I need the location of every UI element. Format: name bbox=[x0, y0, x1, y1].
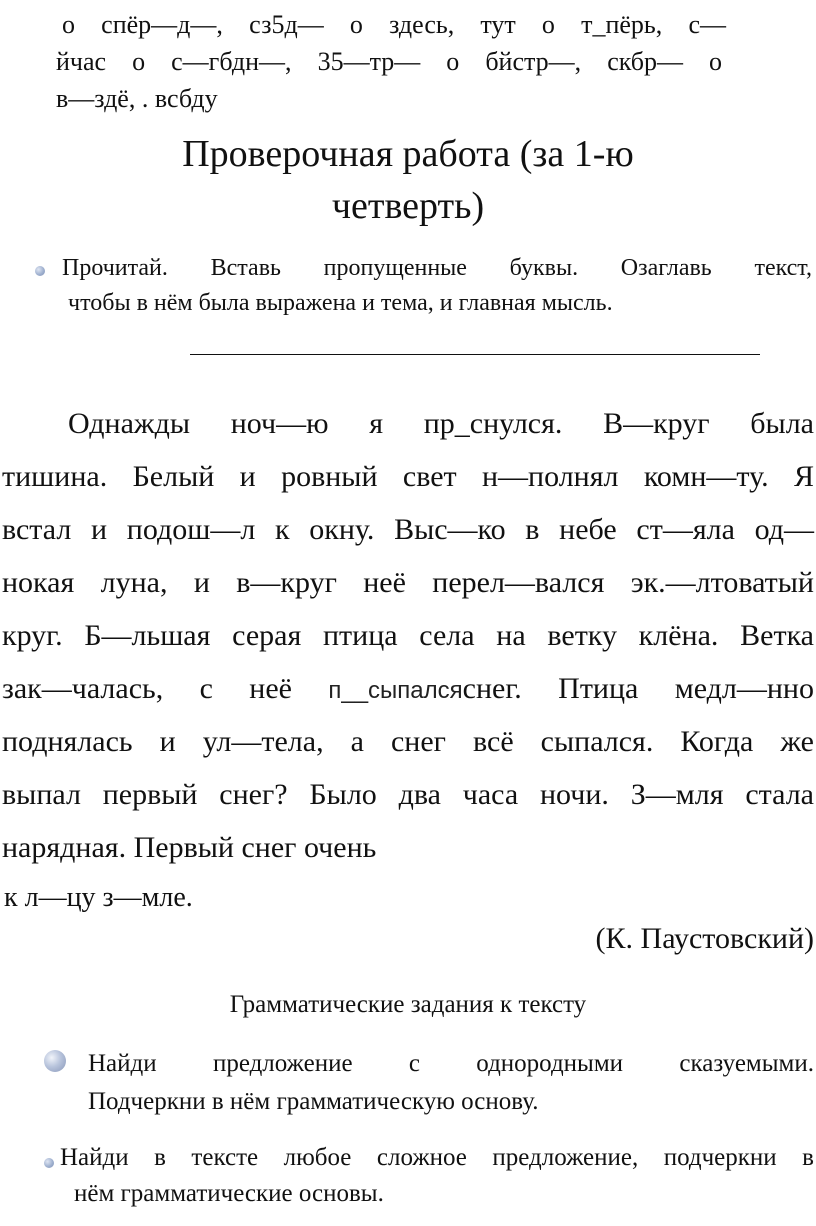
top-line-3: в—здё, . всбду bbox=[56, 84, 218, 113]
bullet-icon bbox=[44, 1050, 66, 1072]
text-line-2: тишина. Белый и ровный свет н—полнял комн—ту. Я bbox=[2, 460, 814, 493]
page-title-line-2: четверть) bbox=[331, 185, 485, 227]
text-line-9: нарядная. Первый снег очень bbox=[2, 831, 377, 864]
grammar-section-title: Грамматические задания к тексту bbox=[229, 991, 587, 1018]
text-line-4: нокая луна, и в—круг неё перел—вался эк.—лтоватый bbox=[2, 566, 814, 599]
top-line-1: о спёр—д—, сз5д— о здесь, тут о т_пёрь, с— bbox=[62, 10, 726, 39]
inserted-word: п__сыпался bbox=[328, 677, 463, 704]
text-line-8: выпал первый снег? Было два часа ночи. З—мля стала bbox=[2, 778, 814, 811]
title-blank-line bbox=[190, 354, 760, 355]
text-line-1: Однажды ноч—ю я пр_снулся. В—круг была bbox=[68, 407, 814, 440]
text-line-6: зак—чалась, с неё п__сыпалсяснег. Птица медл—нно bbox=[2, 672, 814, 705]
bullet-icon bbox=[35, 266, 45, 276]
top-line-2: йчас о с—гбдн—, 35—тр— о бйстр—, скбр— о bbox=[56, 47, 722, 76]
author-attribution: (К. Паустовский) bbox=[595, 922, 814, 955]
page-title-line-1: Проверочная работа (за 1-ю bbox=[182, 133, 634, 175]
instruction-line-1: Прочитай. Вставь пропущенные буквы. Озаглавь текст, bbox=[62, 255, 812, 281]
bullet-icon bbox=[44, 1158, 54, 1168]
task-1-line-1: Найди предложение с однородными сказуемыми. bbox=[88, 1050, 814, 1077]
text-line-3: встал и подош—л к окну. Выс—ко в небе ст—яла од— bbox=[2, 513, 814, 546]
text-line-10: к л—цу з—мле. bbox=[4, 882, 193, 913]
text-line-5: круг. Б—льшая серая птица села на ветку клёна. Ветка bbox=[2, 619, 814, 652]
task-1-line-2: Подчеркни в нём грамматическую основу. bbox=[88, 1088, 539, 1115]
task-2-line-1: Найди в тексте любое сложное предложение, подчеркни в bbox=[60, 1144, 814, 1171]
instruction-line-2: чтобы в нём была выражена и тема, и главная мысль. bbox=[68, 290, 613, 316]
text-line-7: поднялась и ул—тела, а снег всё сыпался. Когда же bbox=[2, 725, 814, 758]
task-2-line-2: нём грамматические основы. bbox=[74, 1180, 384, 1207]
